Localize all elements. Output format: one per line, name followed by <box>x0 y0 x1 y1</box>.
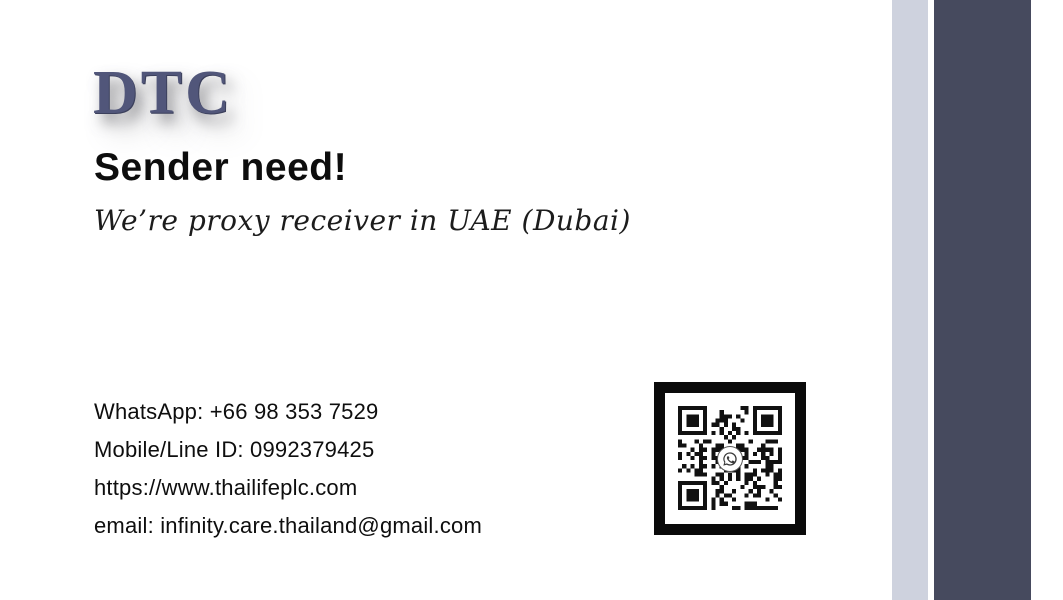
contact-block <box>94 397 482 549</box>
contact-website: https://www.thailifeplc.com <box>94 475 358 500</box>
whatsapp-glyph <box>722 451 738 467</box>
contact-whatsapp: WhatsApp: +66 98 353 7529 <box>94 399 379 424</box>
whatsapp-icon <box>717 446 743 472</box>
tagline: We’re proxy receiver in UAE (Dubai) <box>94 204 631 237</box>
whatsapp-qr-code <box>654 382 806 535</box>
brand-logo: DTC <box>93 59 233 127</box>
headline: Sender need! <box>94 146 348 189</box>
contact-mobile-line-id: Mobile/Line ID: 0992379425 <box>94 437 375 462</box>
vertical-stripe-light <box>892 0 928 600</box>
contact-email: email: infinity.care.thailand@gmail.com <box>94 513 482 538</box>
vertical-stripe-dark <box>934 0 1031 600</box>
qr-code-canvas <box>665 393 795 524</box>
